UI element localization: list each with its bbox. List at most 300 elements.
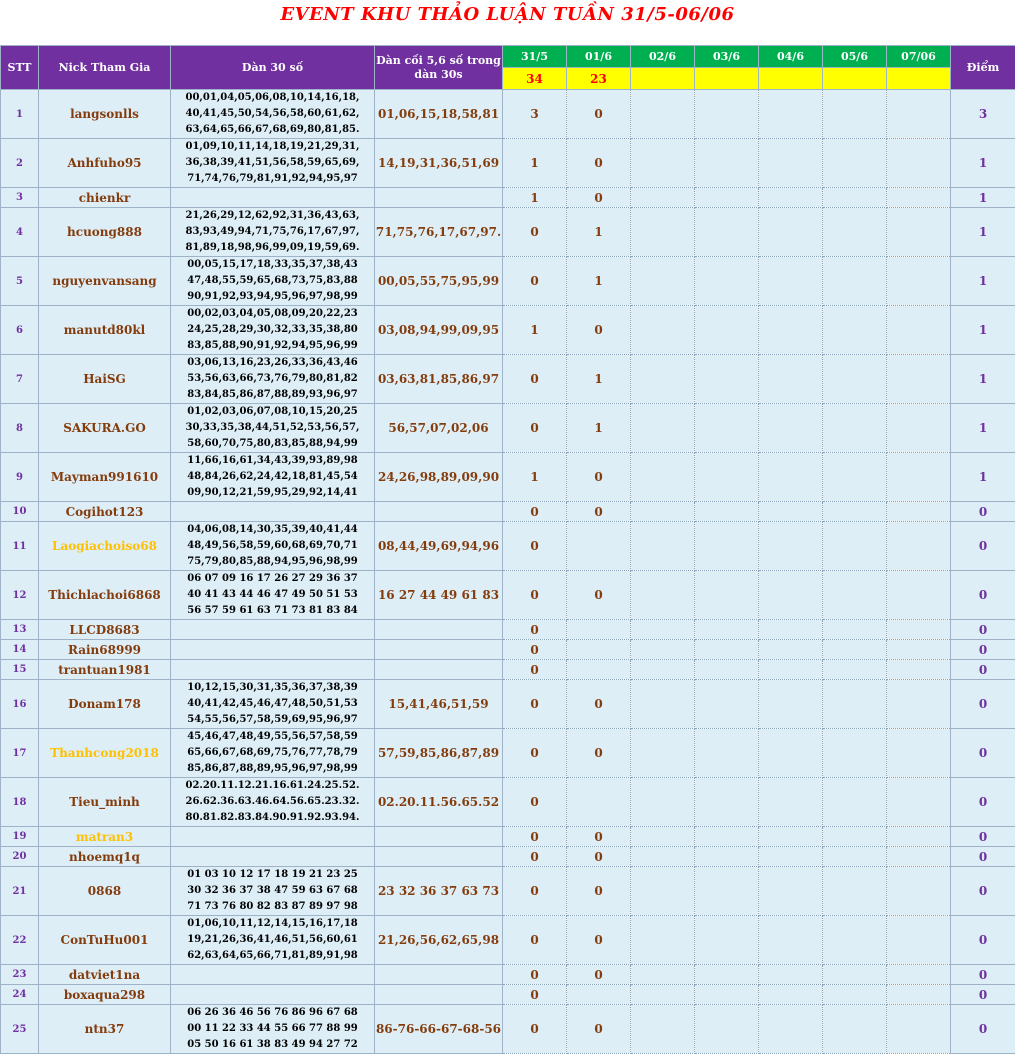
- dan-line: 56 57 59 61 63 71 73 81 83 84: [171, 603, 374, 619]
- event-score-table: [0, 45, 1015, 1054]
- day-result: [823, 68, 887, 90]
- total-points: 1: [951, 139, 1015, 188]
- day-score: 1: [503, 139, 567, 188]
- row-number: 8: [1, 404, 39, 453]
- table-row: [1, 847, 1015, 867]
- day-score: [823, 620, 887, 640]
- header-diem: Điểm: [951, 46, 1015, 90]
- dan-line: 71 73 76 80 82 83 87 89 97 98: [171, 899, 374, 915]
- dan-coi: 21,26,56,62,65,98: [375, 916, 503, 965]
- table-row: [1, 640, 1015, 660]
- row-number: 22: [1, 916, 39, 965]
- day-score: [695, 660, 759, 680]
- day-score: [695, 90, 759, 139]
- day-score: [631, 502, 695, 522]
- day-score: [567, 522, 631, 571]
- day-score: [887, 90, 951, 139]
- day-score: 0: [503, 355, 567, 404]
- day-score: [887, 502, 951, 522]
- nick-name: matran3: [39, 827, 171, 847]
- day-score: [759, 729, 823, 778]
- nick-name: chienkr: [39, 188, 171, 208]
- day-score: [823, 729, 887, 778]
- day-score: [695, 208, 759, 257]
- dan-line: 00,05,15,17,18,33,35,37,38,43: [171, 257, 374, 273]
- day-score: 0: [567, 90, 631, 139]
- day-score: [759, 620, 823, 640]
- header-day: 03/6: [695, 46, 759, 68]
- dan-coi: 14,19,31,36,51,69: [375, 139, 503, 188]
- day-score: [631, 571, 695, 620]
- day-score: 0: [503, 778, 567, 827]
- nick-name: trantuan1981: [39, 660, 171, 680]
- day-score: [823, 847, 887, 867]
- dan-line: 40,41,45,50,54,56,58,60,61,62,: [171, 106, 374, 122]
- day-score: [695, 867, 759, 916]
- dan-30-so: [171, 867, 375, 916]
- day-score: [567, 660, 631, 680]
- dan-line: 53,56,63,66,73,76,79,80,81,82: [171, 371, 374, 387]
- row-number: 6: [1, 306, 39, 355]
- dan-30-so: [171, 404, 375, 453]
- day-score: [887, 571, 951, 620]
- day-score: [567, 620, 631, 640]
- day-score: [887, 847, 951, 867]
- nick-name: SAKURA.GO: [39, 404, 171, 453]
- dan-30-so: [171, 306, 375, 355]
- header-day: 31/5: [503, 46, 567, 68]
- dan-line: 81,89,18,98,96,99,09,19,59,69.: [171, 240, 374, 256]
- day-score: [823, 257, 887, 306]
- day-score: 0: [567, 867, 631, 916]
- day-score: [823, 965, 887, 985]
- day-score: 0: [503, 680, 567, 729]
- dan-coi: 00,05,55,75,95,99: [375, 257, 503, 306]
- total-points: 0: [951, 640, 1015, 660]
- header-nick: Nick Tham Gia: [39, 46, 171, 90]
- day-score: 1: [567, 355, 631, 404]
- row-number: 3: [1, 188, 39, 208]
- row-number: 7: [1, 355, 39, 404]
- header-day: 05/6: [823, 46, 887, 68]
- table-row: [1, 139, 1015, 188]
- dan-30-so: [171, 985, 375, 1005]
- day-score: [887, 680, 951, 729]
- dan-line: 65,66,67,68,69,75,76,77,78,79: [171, 745, 374, 761]
- dan-30-so: [171, 571, 375, 620]
- day-score: 0: [567, 680, 631, 729]
- day-score: [759, 90, 823, 139]
- table-row: [1, 502, 1015, 522]
- day-score: [759, 827, 823, 847]
- day-score: [631, 867, 695, 916]
- day-score: [823, 778, 887, 827]
- row-number: 2: [1, 139, 39, 188]
- day-score: [823, 1005, 887, 1054]
- day-score: [759, 660, 823, 680]
- total-points: 1: [951, 355, 1015, 404]
- day-score: [631, 404, 695, 453]
- dan-line: 06 26 36 46 56 76 86 96 67 68: [171, 1005, 374, 1021]
- row-number: 20: [1, 847, 39, 867]
- day-score: [887, 139, 951, 188]
- table-row: [1, 680, 1015, 729]
- dan-line: 71,74,76,79,81,91,92,94,95,97: [171, 171, 374, 187]
- dan-coi: [375, 965, 503, 985]
- dan-coi: [375, 502, 503, 522]
- row-number: 9: [1, 453, 39, 502]
- day-score: [823, 985, 887, 1005]
- total-points: 0: [951, 778, 1015, 827]
- dan-30-so: [171, 90, 375, 139]
- day-score: [887, 404, 951, 453]
- dan-30-so: [171, 257, 375, 306]
- day-score: 0: [503, 502, 567, 522]
- day-score: [759, 867, 823, 916]
- day-score: 0: [503, 847, 567, 867]
- day-score: [759, 208, 823, 257]
- day-score: 1: [503, 188, 567, 208]
- day-score: [823, 502, 887, 522]
- day-score: 0: [503, 208, 567, 257]
- day-score: 1: [567, 404, 631, 453]
- day-score: [695, 640, 759, 660]
- dan-coi: 01,06,15,18,58,81: [375, 90, 503, 139]
- nick-name: nguyenvansang: [39, 257, 171, 306]
- day-score: [887, 827, 951, 847]
- day-score: [759, 139, 823, 188]
- day-score: [823, 916, 887, 965]
- day-score: [887, 640, 951, 660]
- table-row: [1, 522, 1015, 571]
- dan-line: 00 11 22 33 44 55 66 77 88 99: [171, 1021, 374, 1037]
- day-score: [631, 729, 695, 778]
- dan-line: 83,85,88,90,91,92,94,95,96,99: [171, 338, 374, 354]
- table-row: [1, 1005, 1015, 1054]
- day-result: 34: [503, 68, 567, 90]
- dan-coi: [375, 660, 503, 680]
- dan-line: 03,06,13,16,23,26,33,36,43,46: [171, 355, 374, 371]
- day-result: [695, 68, 759, 90]
- total-points: 0: [951, 1005, 1015, 1054]
- day-score: [759, 502, 823, 522]
- row-number: 18: [1, 778, 39, 827]
- dan-line: 83,93,49,94,71,75,76,17,67,97,: [171, 224, 374, 240]
- dan-line: 04,06,08,14,30,35,39,40,41,44: [171, 522, 374, 538]
- day-score: [631, 522, 695, 571]
- day-score: [887, 522, 951, 571]
- day-score: 0: [503, 257, 567, 306]
- table-row: [1, 453, 1015, 502]
- nick-name: Mayman991610: [39, 453, 171, 502]
- day-score: 0: [503, 729, 567, 778]
- day-score: 0: [567, 1005, 631, 1054]
- header-day: 04/6: [759, 46, 823, 68]
- day-score: [695, 985, 759, 1005]
- day-score: [887, 355, 951, 404]
- day-score: 0: [503, 522, 567, 571]
- day-score: [631, 916, 695, 965]
- day-score: [695, 571, 759, 620]
- total-points: 1: [951, 188, 1015, 208]
- dan-coi: 57,59,85,86,87,89: [375, 729, 503, 778]
- day-score: [823, 355, 887, 404]
- day-score: [759, 965, 823, 985]
- row-number: 4: [1, 208, 39, 257]
- day-score: [759, 453, 823, 502]
- day-score: [695, 306, 759, 355]
- day-score: [631, 985, 695, 1005]
- header-dan-30: Dàn 30 số: [171, 46, 375, 90]
- day-score: [823, 571, 887, 620]
- total-points: 0: [951, 916, 1015, 965]
- dan-30-so: [171, 778, 375, 827]
- day-score: [887, 916, 951, 965]
- total-points: 0: [951, 502, 1015, 522]
- day-score: [631, 306, 695, 355]
- day-score: [759, 355, 823, 404]
- day-score: [695, 680, 759, 729]
- day-score: [631, 208, 695, 257]
- day-score: 1: [503, 306, 567, 355]
- dan-coi: 56,57,07,02,06: [375, 404, 503, 453]
- day-score: [823, 188, 887, 208]
- dan-30-so: [171, 355, 375, 404]
- dan-coi: [375, 985, 503, 1005]
- day-result: [759, 68, 823, 90]
- nick-name: Thichlachoi6868: [39, 571, 171, 620]
- day-score: 1: [567, 208, 631, 257]
- day-score: 0: [567, 827, 631, 847]
- day-score: [823, 867, 887, 916]
- day-score: [695, 620, 759, 640]
- day-score: [695, 502, 759, 522]
- day-score: [759, 404, 823, 453]
- dan-coi: 03,63,81,85,86,97: [375, 355, 503, 404]
- day-score: [631, 453, 695, 502]
- day-score: [887, 188, 951, 208]
- dan-coi: [375, 640, 503, 660]
- dan-line: 30,33,35,38,44,51,52,53,56,57,: [171, 420, 374, 436]
- day-score: [695, 188, 759, 208]
- day-score: [887, 620, 951, 640]
- dan-line: 00,02,03,04,05,08,09,20,22,23: [171, 306, 374, 322]
- total-points: 1: [951, 257, 1015, 306]
- dan-line: 90,91,92,93,94,95,96,97,98,99: [171, 289, 374, 305]
- nick-name: Thanhcong2018: [39, 729, 171, 778]
- dan-line: 02.20.11.12.21.16.61.24.25.52.: [171, 778, 374, 794]
- day-score: [823, 640, 887, 660]
- nick-name: boxaqua298: [39, 985, 171, 1005]
- total-points: 1: [951, 404, 1015, 453]
- day-score: 0: [567, 188, 631, 208]
- day-result: 23: [567, 68, 631, 90]
- day-score: 0: [503, 660, 567, 680]
- day-score: 0: [503, 571, 567, 620]
- table-row: [1, 985, 1015, 1005]
- table-row: [1, 188, 1015, 208]
- row-number: 14: [1, 640, 39, 660]
- row-number: 5: [1, 257, 39, 306]
- day-score: 0: [567, 571, 631, 620]
- dan-line: 75,79,80,85,88,94,95,96,98,99: [171, 554, 374, 570]
- dan-coi: [375, 827, 503, 847]
- day-score: [759, 522, 823, 571]
- day-score: [759, 847, 823, 867]
- nick-name: Rain68999: [39, 640, 171, 660]
- day-result: [887, 68, 951, 90]
- day-score: [567, 640, 631, 660]
- total-points: 0: [951, 620, 1015, 640]
- day-score: [823, 660, 887, 680]
- day-score: [695, 355, 759, 404]
- day-score: 0: [567, 139, 631, 188]
- dan-line: 26.62.36.63.46.64.56.65.23.32.: [171, 794, 374, 810]
- day-score: [759, 571, 823, 620]
- dan-line: 40 41 43 44 46 47 49 50 51 53: [171, 587, 374, 603]
- day-result: [631, 68, 695, 90]
- table-row: [1, 90, 1015, 139]
- row-number: 25: [1, 1005, 39, 1054]
- day-score: [567, 985, 631, 1005]
- day-score: [631, 847, 695, 867]
- table-row: [1, 827, 1015, 847]
- dan-coi: 02.20.11.56.65.52: [375, 778, 503, 827]
- total-points: 1: [951, 208, 1015, 257]
- day-score: [631, 90, 695, 139]
- day-score: 1: [567, 257, 631, 306]
- dan-coi: 16 27 44 49 61 83: [375, 571, 503, 620]
- dan-line: 83,84,85,86,87,88,89,93,96,97: [171, 387, 374, 403]
- day-score: [759, 640, 823, 660]
- row-number: 1: [1, 90, 39, 139]
- day-score: 0: [503, 965, 567, 985]
- day-score: [759, 680, 823, 729]
- day-score: [631, 680, 695, 729]
- day-score: [631, 188, 695, 208]
- dan-line: 63,64,65,66,67,68,69,80,81,85.: [171, 122, 374, 138]
- nick-name: Anhfuho95: [39, 139, 171, 188]
- day-score: 3: [503, 90, 567, 139]
- dan-coi: 23 32 36 37 63 73: [375, 867, 503, 916]
- dan-coi: 86-76-66-67-68-56: [375, 1005, 503, 1054]
- day-score: [823, 306, 887, 355]
- day-score: [887, 867, 951, 916]
- dan-line: 09,90,12,21,59,95,29,92,14,41: [171, 485, 374, 501]
- dan-30-so: [171, 208, 375, 257]
- day-score: 0: [567, 453, 631, 502]
- day-score: 0: [503, 916, 567, 965]
- dan-line: 80.81.82.83.84.90.91.92.93.94.: [171, 810, 374, 826]
- dan-line: 48,49,56,58,59,60,68,69,70,71: [171, 538, 374, 554]
- total-points: 0: [951, 571, 1015, 620]
- table-row: [1, 916, 1015, 965]
- day-score: 0: [503, 1005, 567, 1054]
- day-score: [695, 522, 759, 571]
- day-score: [887, 729, 951, 778]
- dan-coi: 08,44,49,69,94,96: [375, 522, 503, 571]
- dan-line: 06 07 09 16 17 26 27 29 36 37: [171, 571, 374, 587]
- day-score: 1: [503, 453, 567, 502]
- table-row: [1, 571, 1015, 620]
- day-score: [823, 453, 887, 502]
- day-score: [759, 1005, 823, 1054]
- dan-coi: 24,26,98,89,09,90: [375, 453, 503, 502]
- total-points: 0: [951, 867, 1015, 916]
- day-score: [631, 660, 695, 680]
- nick-name: 0868: [39, 867, 171, 916]
- dan-30-so: [171, 453, 375, 502]
- dan-30-so: [171, 729, 375, 778]
- dan-30-so: [171, 916, 375, 965]
- table-row: [1, 867, 1015, 916]
- dan-line: 10,12,15,30,31,35,36,37,38,39: [171, 680, 374, 696]
- day-score: [887, 453, 951, 502]
- nick-name: HaiSG: [39, 355, 171, 404]
- dan-30-so: [171, 522, 375, 571]
- day-score: [759, 916, 823, 965]
- row-number: 19: [1, 827, 39, 847]
- nick-name: Tieu_minh: [39, 778, 171, 827]
- row-number: 17: [1, 729, 39, 778]
- day-score: [695, 729, 759, 778]
- day-score: [631, 355, 695, 404]
- table-row: [1, 404, 1015, 453]
- day-score: [887, 257, 951, 306]
- day-score: [823, 404, 887, 453]
- day-score: [695, 827, 759, 847]
- total-points: 0: [951, 660, 1015, 680]
- day-score: [887, 778, 951, 827]
- table-row: [1, 620, 1015, 640]
- header-stt: STT: [1, 46, 39, 90]
- dan-line: 47,48,55,59,65,68,73,75,83,88: [171, 273, 374, 289]
- day-score: [823, 208, 887, 257]
- day-score: 0: [567, 502, 631, 522]
- table-row: [1, 965, 1015, 985]
- dan-coi: 03,08,94,99,09,95: [375, 306, 503, 355]
- day-score: [695, 778, 759, 827]
- total-points: 1: [951, 306, 1015, 355]
- dan-line: 05 50 16 61 38 83 49 94 27 72: [171, 1037, 374, 1053]
- table-row: [1, 729, 1015, 778]
- day-score: [695, 139, 759, 188]
- dan-coi: 15,41,46,51,59: [375, 680, 503, 729]
- total-points: 0: [951, 985, 1015, 1005]
- nick-name: manutd80kl: [39, 306, 171, 355]
- header-dan-coi: Dàn cối 5,6 số trong dàn 30s: [375, 46, 503, 90]
- dan-line: 24,25,28,29,30,32,33,35,38,80: [171, 322, 374, 338]
- dan-30-so: [171, 640, 375, 660]
- total-points: 0: [951, 965, 1015, 985]
- row-number: 15: [1, 660, 39, 680]
- dan-line: 54,55,56,57,58,59,69,95,96,97: [171, 712, 374, 728]
- dan-line: 11,66,16,61,34,43,39,93,89,98: [171, 453, 374, 469]
- table-row: [1, 257, 1015, 306]
- total-points: 0: [951, 522, 1015, 571]
- day-score: 0: [567, 729, 631, 778]
- row-number: 21: [1, 867, 39, 916]
- dan-30-so: [171, 847, 375, 867]
- dan-coi: 71,75,76,17,67,97.: [375, 208, 503, 257]
- day-score: 0: [567, 306, 631, 355]
- day-score: 0: [503, 404, 567, 453]
- row-number: 11: [1, 522, 39, 571]
- total-points: 0: [951, 680, 1015, 729]
- nick-name: nhoemq1q: [39, 847, 171, 867]
- day-score: [887, 1005, 951, 1054]
- day-score: [823, 90, 887, 139]
